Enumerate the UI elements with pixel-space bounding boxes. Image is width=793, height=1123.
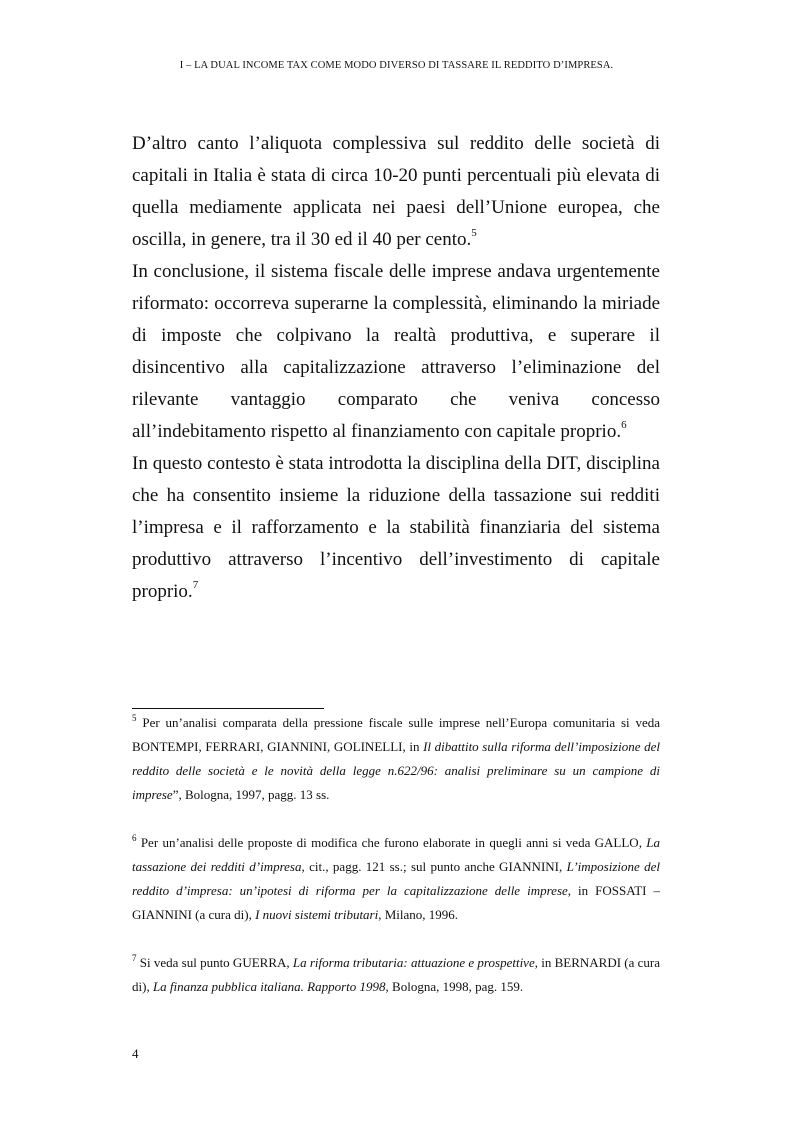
footnote-text: Per un’analisi delle proposte di modifica che furono elaborate in quegli anni si veda GALLO, bbox=[140, 835, 647, 850]
footnote-text: ”, Bologna, 1997, pagg. 13 ss. bbox=[172, 787, 330, 802]
footnote-separator bbox=[132, 708, 324, 709]
paragraph-3-text: In questo contesto è stata introdotta la disciplina della DIT, disciplina che ha consentito insieme la riduzione della tassazione sui redditi l’impresa e il rafforzamento e la stabilità finanziaria del sistema produttivo attraverso l’incentivo dell’investimento di capitale proprio. bbox=[132, 453, 660, 602]
footnote-text: , in BERNARDI (a cura di), bbox=[132, 955, 661, 994]
paragraph-1 bbox=[132, 128, 660, 256]
footnote-title: I nuovi sistemi tributari bbox=[255, 907, 379, 922]
footnote-title: La riforma tributaria: attuazione e prospettive bbox=[292, 955, 535, 970]
footnote-ref-6[interactable]: 6 bbox=[621, 418, 627, 431]
footnote-7 bbox=[132, 951, 660, 999]
footnote-number: 7 bbox=[132, 952, 137, 963]
page-number: 4 bbox=[132, 1046, 139, 1061]
paragraph-2 bbox=[132, 256, 660, 448]
footnote-text: Si veda sul punto GUERRA, bbox=[139, 955, 293, 970]
footnote-title: Il dibattito sulla riforma dell’imposizione del reddito delle società e le novità della legge n.622/96: analisi preliminare su un campione di imprese bbox=[132, 739, 660, 802]
footnote-title: L’imposizione del reddito d’impresa: un’ipotesi di riforma per la capitalizzazione delle imprese bbox=[132, 859, 660, 898]
footnotes bbox=[132, 711, 660, 1023]
footnote-text: , cit., pagg. 121 ss.; sul punto anche GIANNINI, bbox=[301, 859, 567, 874]
footnote-ref-7[interactable]: 7 bbox=[192, 578, 199, 591]
footnote-text: Per un’analisi comparata della pressione fiscale sulle imprese nell’Europa comunitaria si veda BONTEMPI, FERRARI, GIANNINI, GOLINELLI, in bbox=[132, 715, 660, 754]
footnote-title: La finanza pubblica italiana. Rapporto 1998 bbox=[152, 979, 386, 994]
paragraph-1-text: D’altro canto l’aliquota complessiva sul reddito delle società di capitali in Italia è stata di circa 10-20 punti percentuali più elevata di quella mediamente applicata nei paesi dell’Unione europea, che oscilla, in genere, tra il 30 ed il 40 per cento. bbox=[132, 133, 660, 250]
paragraph-2-text: In conclusione, il sistema fiscale delle imprese andava urgentemente riformato: occorreva superarne la complessità, eliminando la miriade di imposte che colpivano la realtà produttiva, e superare il disincentivo alla capitalizzazione attraverso l’eliminazione del rilevante vantaggio comparato che veniva concesso all’indebitamento rispetto al finanziamento con capitale proprio. bbox=[132, 261, 660, 442]
paragraph-3 bbox=[132, 448, 660, 608]
footnote-5 bbox=[132, 711, 660, 807]
footnote-number: 5 bbox=[132, 712, 137, 723]
footnote-6 bbox=[132, 831, 660, 927]
footnote-ref-5[interactable]: 5 bbox=[471, 226, 477, 239]
footnote-title: La tassazione dei redditi d’impresa bbox=[132, 835, 660, 874]
running-header: I – LA DUAL INCOME TAX COME MODO DIVERSO DI TASSARE IL REDDITO D’IMPRESA. bbox=[179, 60, 614, 71]
body-text bbox=[132, 128, 660, 608]
footnote-text: , Milano, 1996. bbox=[378, 907, 459, 922]
footnote-text: , Bologna, 1998, pag. 159. bbox=[385, 979, 524, 994]
footnote-number: 6 bbox=[132, 832, 137, 843]
footnote-text: , in FOSSATI – GIANNINI (a cura di), bbox=[132, 883, 660, 922]
